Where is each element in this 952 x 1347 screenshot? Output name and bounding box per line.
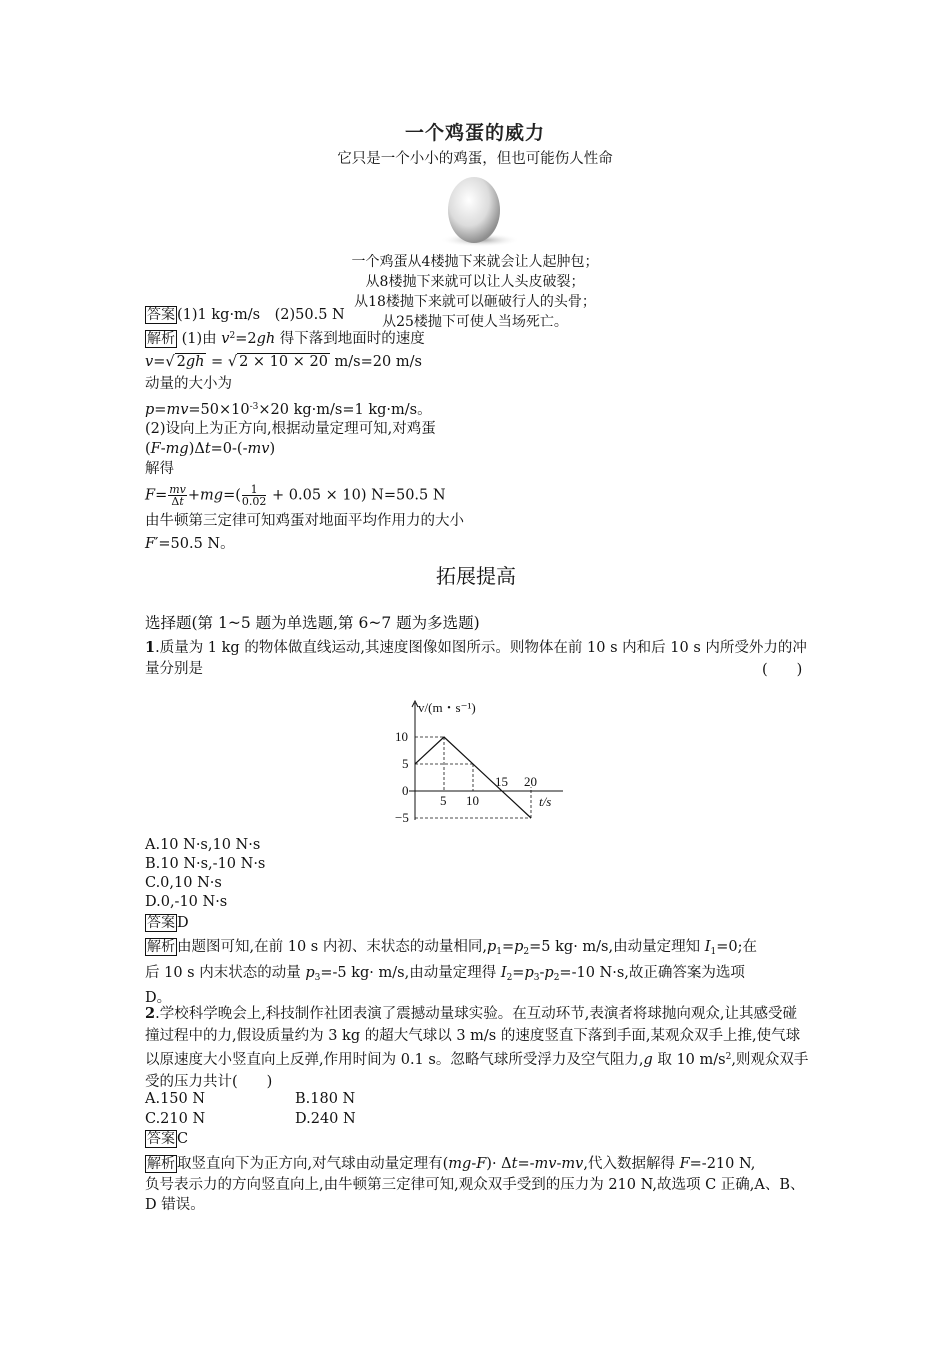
q2-option-b: B.180 N bbox=[295, 1091, 356, 1107]
q0-theorem: (F-mg)Δt=0-(-mv) bbox=[145, 441, 276, 457]
q2-answer-line bbox=[145, 1130, 188, 1149]
q2-answer: C bbox=[177, 1131, 189, 1147]
velocity-time-svg bbox=[385, 695, 575, 835]
q2-option-a: A.150 N bbox=[145, 1091, 206, 1107]
velocity-time-graph bbox=[385, 695, 575, 839]
x-tick-label: 5 bbox=[440, 793, 447, 808]
q1-answer: D bbox=[177, 915, 189, 931]
x-axis-label: t/s bbox=[539, 794, 552, 809]
egg-image bbox=[410, 172, 540, 248]
choice-header: 选择题(第 1~5 题为单选题,第 6~7 题为多选题) bbox=[145, 614, 480, 632]
poster-lines bbox=[300, 252, 650, 332]
x-tick-label: 10 bbox=[466, 793, 479, 808]
y-axis-label: v/(m・s⁻¹) bbox=[418, 700, 476, 715]
y-tick-label: 5 bbox=[402, 756, 409, 771]
q1-answer-line bbox=[145, 914, 189, 933]
q2-text: 2.学校科学晚会上,科技制作社团表演了震撼动量球实验。在互动环节,表演者将球抛向观众,让其感受碰撞过程中的力,假设质量约为 3 kg 的超大气球以 3 m/s 的速度竖直下落到手面,某观众双手上推,使气球以原速度大小竖直向上反弹,作用时间为 0.1 s。忽略气球所受浮力及空气阻力,g 取 10 $m/s^2$,则观众双手受的压力共计( ) bbox=[145, 1005, 809, 1090]
y-tick-label: 0 bbox=[402, 783, 409, 798]
x-tick-label: 20 bbox=[524, 774, 537, 789]
q0-newton: 由牛顿第三定律可知鸡蛋对地面平均作用力的大小 bbox=[145, 513, 464, 529]
section-title: 拓展提高 bbox=[436, 564, 516, 588]
q1-bracket: ( ) bbox=[762, 662, 803, 678]
q1-option-b: B.10 N·s,-10 N·s bbox=[145, 856, 266, 872]
q2-option-d: D.240 N bbox=[295, 1111, 356, 1127]
poster-subtitle: 它只是一个小小的鸡蛋，但也可能伤人性命 bbox=[337, 151, 613, 167]
x-tick-label: 15 bbox=[495, 774, 508, 789]
poster-line: 一个鸡蛋从4楼抛下来就会让人起肿包； bbox=[351, 254, 599, 270]
q1-text: 1.质量为 1 kg 的物体做直线运动,其速度图像如图所示。则物体在前 10 s 内和后 10 s 内所受外力的冲量分别是 bbox=[145, 639, 807, 677]
poster-line: 从8楼抛下来就可以让人头皮破裂； bbox=[365, 274, 585, 290]
egg-poster bbox=[300, 118, 650, 332]
q1-option-d: D.0,-10 N·s bbox=[145, 894, 228, 910]
q0-solve: 解得 bbox=[145, 461, 174, 477]
q0-analysis-line: 解析 (1)由 $v^2=2gh$ 得下落到地面时的速度 bbox=[147, 331, 425, 347]
q1-option-a: A.10 N·s,10 N·s bbox=[145, 837, 261, 853]
analysis-label: 解析 bbox=[147, 939, 175, 955]
q0-answer-line bbox=[145, 306, 345, 325]
q1-option-c: C.0,10 N·s bbox=[145, 875, 222, 891]
analysis-label: 解析 bbox=[147, 1156, 175, 1172]
poster-line: 从18楼抛下来就可以砸破行人的头骨； bbox=[354, 294, 596, 310]
y-tick-label: −5 bbox=[395, 810, 409, 825]
q2-analysis: 解析 取竖直向下为正方向,对气球由动量定理有(mg-F)· Δt=-mv-mv,代入数据解得 F=-210 N, 负号表示力的方向竖直向上,由牛顿第三定律可知,观众双手受到的压力为 210 N,故选项 C 正确,A、B、D 错误。 bbox=[145, 1156, 805, 1213]
q2-option-c: C.210 N bbox=[145, 1111, 206, 1127]
poster-title: 一个鸡蛋的威力 bbox=[404, 122, 545, 144]
q0-momentum-calc: $p=mv=50\times 10^{-3}\times 20$ kg·m/s=1 kg·m/s。 bbox=[145, 402, 432, 418]
q0-force-calc: F= $\frac{mv}{\Delta t}$ +mg=( $\frac{1}{0.02}$ + 0.05 × 10) N=50.5 N bbox=[145, 483, 446, 508]
q1-analysis: 解析 由题图可知,在前 10 s 内初、末状态的动量相同$,p_1=p_2=5$ kg· m/s,由动量定理知 $I_1=0$;在 后 10 s 内末状态的动量 $p_3=-5$ kg· m/s,由动量定理得 $I_2=p_3-p_2=-10$ N·s,故正确答案为选项 D。 bbox=[145, 939, 757, 1006]
answer-label: 答案 bbox=[147, 307, 175, 323]
y-tick-label: 10 bbox=[395, 729, 408, 744]
q0-F-prime: F′=50.5 N。 bbox=[145, 536, 235, 552]
answer-label: 答案 bbox=[147, 1131, 175, 1147]
poster-line: 从25楼抛下可使人当场死亡。 bbox=[382, 314, 568, 330]
q0-part2: (2)设向上为正方向,根据动量定理可知,对鸡蛋 bbox=[145, 421, 436, 437]
answer-label: 答案 bbox=[147, 915, 175, 931]
q0-velocity-line: v=√ 2gh = √ 2 × 10 × 20 m/s=20 m/s bbox=[145, 354, 422, 370]
analysis-label: 解析 bbox=[147, 331, 175, 347]
q0-answer: (1)1 kg·m/s (2)50.5 N bbox=[177, 307, 345, 323]
q0-momentum-label: 动量的大小为 bbox=[145, 376, 232, 392]
